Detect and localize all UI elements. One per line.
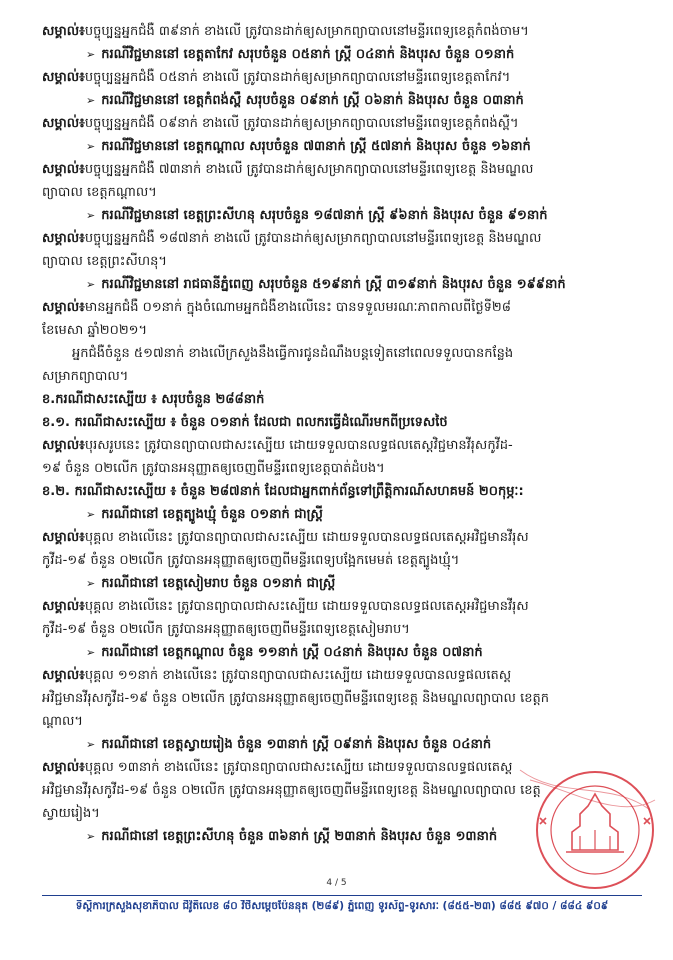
note-line bbox=[42, 296, 642, 319]
note-line bbox=[42, 526, 642, 549]
note-text: បច្ចុប្បន្នអ្នកជំងឺ ០៩នាក់ ខាងលើ ត្រូវបានដាក់ឲ្យសម្រាកព្យាបាលនៅមន្ទីរពេទ្យខេត្តកំពង់ស្ពឺ។ bbox=[84, 116, 519, 131]
case-bullet-line bbox=[42, 503, 642, 526]
note-text: មានអ្នកជំងឺ ០១នាក់ ក្នុងចំណោមអ្នកជំងឺខាងលើនេះ បានទទួលមរណៈភាពកាលពីថ្ងៃទី២៨ bbox=[84, 300, 511, 315]
note-line bbox=[42, 20, 642, 43]
bullet-text: ករណីជានៅ ខេត្តត្បូងឃ្មុំ ចំនួន ០១នាក់ ជាស្ត្រី bbox=[101, 507, 323, 522]
case-bullet-line bbox=[42, 273, 642, 296]
note-label: សម្គាល់៖ bbox=[42, 438, 85, 453]
continuation-line: ព្យាបាល ខេត្តព្រះសីហនុ។ bbox=[42, 254, 167, 269]
arrow-bullet-icon: ➢ bbox=[86, 577, 96, 590]
note-text: បុគ្គល ខាងលើនេះ ត្រូវបានព្យាបាលជាសះស្បើយ ដោយទទួលបានលទ្ធផលតេស្តអវិជ្ជមានវីរុស bbox=[84, 530, 529, 545]
arrow-bullet-icon: ➢ bbox=[86, 48, 96, 61]
bullet-text: ករណីវិជ្ជមាននៅ ខេត្តកំពង់ស្ពឺ សរុបចំនួន ០៩នាក់ ស្ត្រី ០៦នាក់ និងបុរស ចំនួន ០៣នាក់ bbox=[101, 93, 524, 108]
note-label: សម្គាល់៖ bbox=[42, 300, 85, 315]
note-line bbox=[42, 158, 642, 181]
note-text: បុរសរូបនេះ ត្រូវបានព្យាបាលជាសះស្បើយ ដោយទទួលបានលទ្ធផលតេស្តវិជ្ជមានវីរុសកូវីដ- bbox=[84, 438, 513, 453]
footer-rule bbox=[42, 895, 642, 896]
arrow-bullet-icon: ➢ bbox=[86, 646, 96, 659]
note-line bbox=[42, 112, 642, 135]
continuation-line: ព្យាបាល ខេត្តកណ្ដាល។ bbox=[42, 185, 157, 200]
note-text: បច្ចុប្បន្នអ្នកជំងឺ ១៨៧នាក់ ខាងលើ ត្រូវបានដាក់ឲ្យសម្រាកព្យាបាលនៅមន្ទីរពេទ្យខេត្ត និងមណ្ឌល bbox=[84, 231, 542, 246]
arrow-bullet-icon: ➢ bbox=[86, 278, 96, 291]
continuation-line: ស្វាយរៀង។ bbox=[42, 806, 100, 821]
bullet-text: ករណីជានៅ ខេត្តស្វាយរៀង ចំនួន ១៣នាក់ ស្ត្រី ០៩នាក់ និងបុរស ចំនួន ០៤នាក់ bbox=[101, 737, 492, 752]
continuation-line: ណ្ដាល។ bbox=[42, 714, 83, 729]
continuation-line: ១៩ ចំនួន ០២លើក ត្រូវបានអនុញ្ញាតឲ្យចេញពីមន្ទីរពេទ្យខេត្តបាត់ដំបង។ bbox=[42, 461, 385, 476]
case-bullet-line bbox=[42, 89, 642, 112]
note-label: សម្គាល់៖ bbox=[42, 70, 85, 85]
note-label: សម្គាល់៖ bbox=[42, 24, 85, 39]
document-body bbox=[42, 20, 642, 848]
note-label: សម្គាល់៖ bbox=[42, 162, 85, 177]
continuation-line: អវិជ្ជមានវីរុសកូវីដ-១៩ ចំនួន ០២លើក ត្រូវបានអនុញ្ញាតឲ្យចេញពីមន្ទីរពេទ្យខេត្ត និងមណ្ឌលព្យាបាល ខេត្តក bbox=[42, 691, 549, 706]
arrow-bullet-icon: ➢ bbox=[86, 140, 96, 153]
arrow-bullet-icon: ➢ bbox=[86, 508, 96, 521]
bullet-text: ករណីជានៅ ខេត្តកណ្ដាល ចំនួន ១១នាក់ ស្ត្រី ០៤នាក់ និងបុរស ចំនួន ០៧នាក់ bbox=[101, 645, 483, 660]
note-text: បុគ្គល ១១នាក់ ខាងលើនេះ ត្រូវបានព្យាបាលជាសះស្បើយ ដោយទទួលបានលទ្ធផលតេស្ត bbox=[84, 668, 512, 683]
case-bullet-line bbox=[42, 204, 642, 227]
continuation-line: កូវីដ-១៩ ចំនួន ០២លើក ត្រូវបានអនុញ្ញាតឲ្យចេញពីមន្ទីរពេទ្យខេត្តសៀមរាប។ bbox=[42, 622, 410, 637]
page-number: 4 / 5 bbox=[326, 878, 347, 888]
section-heading: ខ.១. ករណីជាសះស្បើយ ៖ ចំនួន ០១នាក់ ដែលជា ពលករធ្វើដំណើរមកពីប្រទេសថៃ bbox=[42, 415, 448, 430]
note-label: សម្គាល់៖ bbox=[42, 599, 85, 614]
bullet-text: ករណីវិជ្ជមាននៅ ខេត្តព្រះសីហនុ សរុបចំនួន ១៨៧នាក់ ស្ត្រី ៩៦នាក់ និងបុរស ចំនួន ៩១នាក់ bbox=[101, 208, 548, 223]
note-line bbox=[42, 664, 642, 687]
note-text: បច្ចុប្បន្នអ្នកជំងឺ ៣៩នាក់ ខាងលើ ត្រូវបានដាក់ឲ្យសម្រាកព្យាបាលនៅមន្ទីរពេទ្យខេត្តកំពង់ចាម។ bbox=[84, 24, 529, 39]
continuation-line: សម្រាកព្យាបាល។ bbox=[42, 369, 129, 384]
arrow-bullet-icon: ➢ bbox=[86, 738, 96, 751]
bullet-text: ករណីជានៅ ខេត្តសៀមរាប ចំនួន ០១នាក់ ជាស្ត្រី bbox=[101, 576, 336, 591]
note-text: បច្ចុប្បន្នអ្នកជំងឺ ៧៣នាក់ ខាងលើ ត្រូវបានដាក់ឲ្យសម្រាកព្យាបាលនៅមន្ទីរពេទ្យខេត្ត និងមណ្ឌល bbox=[84, 162, 534, 177]
footer-address: ទីស្តីការក្រសួងសុខាភិបាល ជីវ៉ូតិលេខ ៨០ វិថីសម្តេចប៉ែននុត (២៨៩) ភ្នំពេញ ទូរស័ព្ទ-ទូរសារៈ (៨៥៥-២៣) ៨៨៥ ៩៧០ / ៨៨៤ ៩០៩ bbox=[75, 900, 609, 912]
section-heading: ខ.ករណីជាសះស្បើយ ៖ សរុបចំនួន ២៨៨នាក់ bbox=[42, 392, 265, 407]
note-text: បច្ចុប្បន្នអ្នកជំងឺ ០៥នាក់ ខាងលើ ត្រូវបានដាក់ឲ្យសម្រាកព្យាបាលនៅមន្ទីរពេទ្យខេត្តតាកែវ។ bbox=[84, 70, 511, 85]
continuation-line: កូវីដ-១៩ ចំនួន ០២លើក ត្រូវបានអនុញ្ញាតឲ្យចេញពីមន្ទីរពេទ្យបង្អែកមេមត់ ខេត្តត្បូងឃ្មុំ។ bbox=[42, 553, 460, 568]
case-bullet-line bbox=[42, 733, 642, 756]
note-label: សម្គាល់៖ bbox=[42, 231, 85, 246]
case-bullet-line bbox=[42, 43, 642, 66]
section-heading: ខ.២. ករណីជាសះស្បើយ ៖ ចំនួន ២៨៧នាក់ ដែលជាអ្នកពាក់ព័ន្ធទៅព្រឹត្តិការណ៍សហគមន៍ ២០កុម្ភៈ: bbox=[42, 484, 524, 499]
case-bullet-line bbox=[42, 572, 642, 595]
note-text: បុគ្គល ខាងលើនេះ ត្រូវបានព្យាបាលជាសះស្បើយ ដោយទទួលបានលទ្ធផលតេស្តអវិជ្ជមានវីរុស bbox=[84, 599, 529, 614]
note-line bbox=[42, 66, 642, 89]
arrow-bullet-icon: ➢ bbox=[86, 209, 96, 222]
note-label: សម្គាល់៖ bbox=[42, 116, 85, 131]
note-label: សម្គាល់៖ bbox=[42, 530, 85, 545]
bullet-text: ករណីវិជ្ជមាននៅ ខេត្តកណ្ដាល សរុបចំនួន ៧៣នាក់ ស្ត្រី ៥៧នាក់ និងបុរស ចំនួន ១៦នាក់ bbox=[101, 139, 531, 154]
official-seal-stamp bbox=[500, 760, 660, 890]
bullet-text: ករណីជានៅ ខេត្តព្រះសីហនុ ចំនួន ៣៦នាក់ ស្ត្រី ២៣នាក់ និងបុរស ចំនួន ១៣នាក់ bbox=[101, 829, 498, 844]
note-label: សម្គាល់៖ bbox=[42, 760, 85, 775]
note-line bbox=[42, 595, 642, 618]
note-text: បុគ្គល ១៣នាក់ ខាងលើនេះ ត្រូវបានព្យាបាលជាសះស្បើយ ដោយទទួលបានលទ្ធផលតេស្ត bbox=[84, 760, 513, 775]
paragraph-line: អ្នកជំងឺចំនួន ៥១៧នាក់ ខាងលើក្រសួងនឹងធ្វើការជូនដំណឹងបន្តទៀតនៅពេលទទួលបានកន្លែង bbox=[72, 346, 514, 361]
continuation-line: អវិជ្ជមានវីរុសកូវីដ-១៩ ចំនួន ០២លើក ត្រូវបានអនុញ្ញាតឲ្យចេញពីមន្ទីរពេទ្យខេត្ត និងមណ្ឌលព្យាបាល ខេត្ត bbox=[42, 783, 541, 798]
note-label: សម្គាល់៖ bbox=[42, 668, 85, 683]
note-line bbox=[42, 434, 642, 457]
case-bullet-line bbox=[42, 641, 642, 664]
bullet-text: ករណីវិជ្ជមាននៅ រាជធានីភ្នំពេញ សរុបចំនួន ៥១៩នាក់ ស្ត្រី ៣១៩នាក់ និងបុរស ចំនួន ១៩៩នាក់ bbox=[101, 277, 566, 292]
case-bullet-line bbox=[42, 135, 642, 158]
arrow-bullet-icon: ➢ bbox=[86, 94, 96, 107]
continuation-line: ខែមេសា ឆ្នាំ២០២១។ bbox=[42, 323, 148, 338]
note-line bbox=[42, 227, 642, 250]
arrow-bullet-icon: ➢ bbox=[86, 830, 96, 843]
bullet-text: ករណីវិជ្ជមាននៅ ខេត្តតាកែវ សរុបចំនួន ០៥នាក់ ស្ត្រី ០៤នាក់ និងបុរស ចំនួន ០១នាក់ bbox=[101, 47, 515, 62]
